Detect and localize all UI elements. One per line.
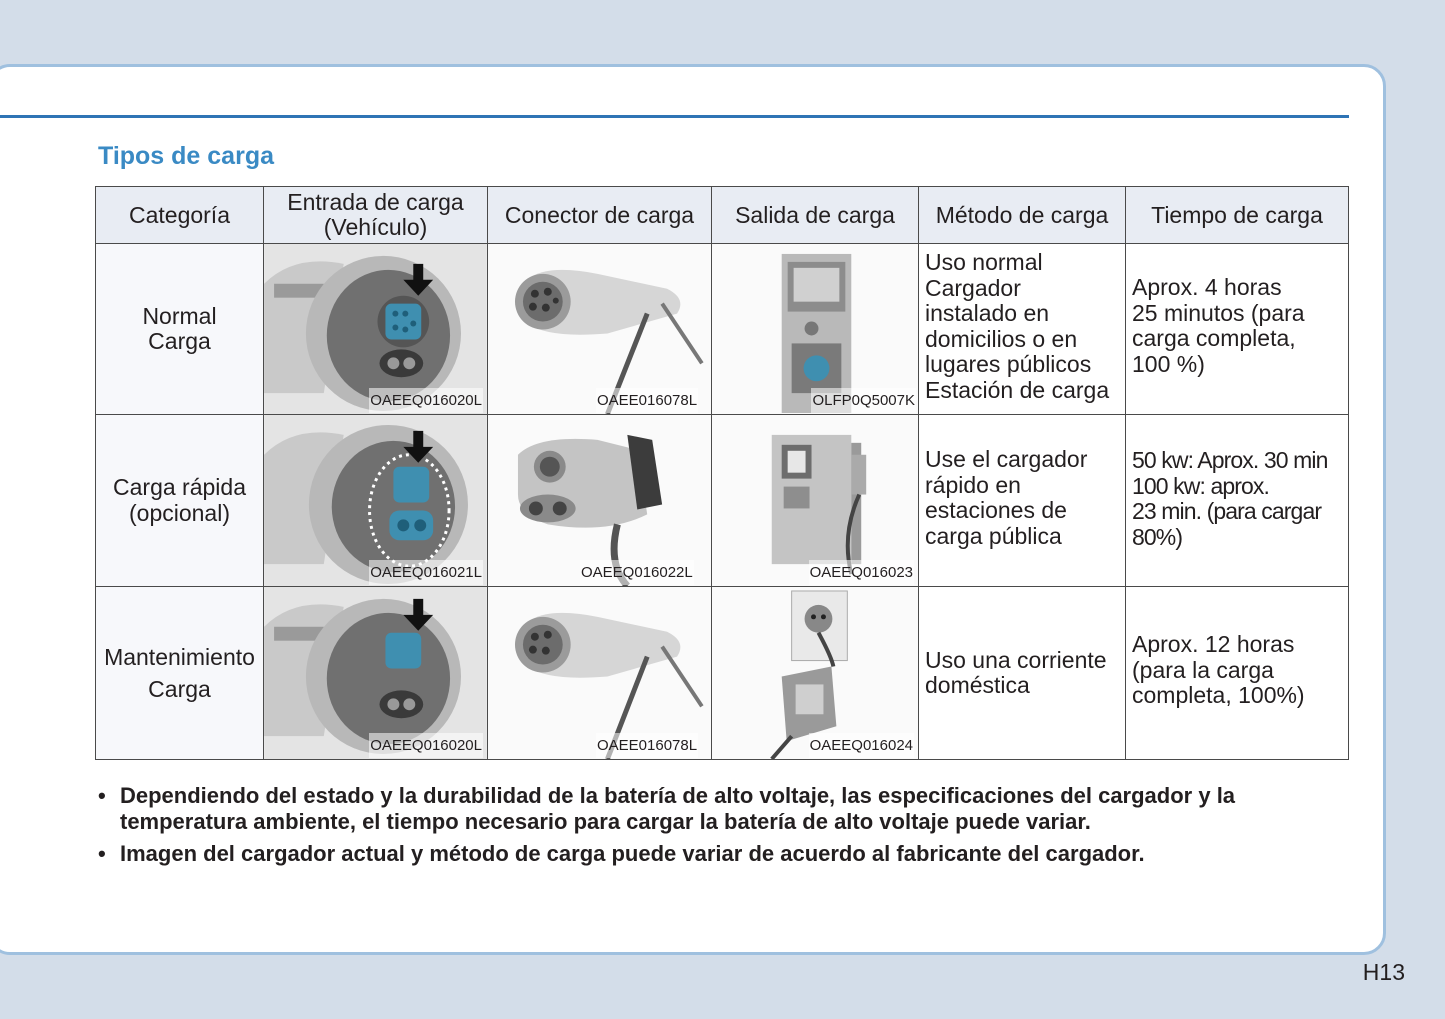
inlet-image xyxy=(264,244,488,415)
image-code: OAEEQ016022L xyxy=(580,560,694,586)
outlet-image xyxy=(712,587,919,760)
charging-types-table xyxy=(95,186,1349,760)
header-time: Tiempo de carga xyxy=(1126,187,1349,244)
header-category: Categoría xyxy=(96,187,264,244)
time-cell: 50 kw: Aprox. 30 min 100 kw: aprox. 23 min. (para cargar 80%) xyxy=(1126,415,1349,587)
section-title: Tipos de carga xyxy=(98,142,274,170)
outlet-image xyxy=(712,415,919,587)
header-rule xyxy=(0,115,1349,118)
table-row xyxy=(96,415,1349,587)
page-number: H13 xyxy=(1362,959,1405,985)
table-header-row xyxy=(96,187,1349,244)
header-inlet: Entrada de carga (Vehículo) xyxy=(264,187,488,244)
category-cell: Mantenimiento Carga xyxy=(96,587,264,760)
header-method: Método de carga xyxy=(919,187,1126,244)
connector-image xyxy=(488,244,712,415)
table-row xyxy=(96,587,1349,760)
note-item: • Dependiendo del estado y la durabilidad de la batería de alto voltaje, las especificaciones del cargador y la temperatura ambiente, el tiempo necesario para cargar la batería de alto voltaje puede variar. xyxy=(98,783,1358,834)
method-cell: Uso una corriente doméstica xyxy=(919,587,1126,760)
method-cell: Use el cargador rápido en estaciones de carga pública xyxy=(919,415,1126,587)
table-row xyxy=(96,244,1349,415)
header-outlet: Salida de carga xyxy=(712,187,919,244)
image-code: OAEE016078L xyxy=(596,733,698,759)
image-code: OAEEQ016024 xyxy=(809,733,914,759)
method-cell: Uso normal Cargador instalado en domicilios o en lugares públicos Estación de carga xyxy=(919,244,1126,415)
image-code: OAEEQ016023 xyxy=(809,560,914,586)
header-connector: Conector de carga xyxy=(488,187,712,244)
image-code: OAEEQ016020L xyxy=(369,388,483,414)
connector-image xyxy=(488,587,712,760)
image-code: OAEEQ016020L xyxy=(369,733,483,759)
note-item: • Imagen del cargador actual y método de carga puede variar de acuerdo al fabricante del cargador. xyxy=(98,841,1358,867)
image-code: OAEE016078L xyxy=(596,388,698,414)
image-code: OAEEQ016021L xyxy=(369,560,483,586)
connector-image xyxy=(488,415,712,587)
time-cell: Aprox. 12 horas (para la carga completa, 100%) xyxy=(1126,587,1349,760)
time-cell: Aprox. 4 horas 25 minutos (para carga completa, 100 %) xyxy=(1126,244,1349,415)
category-cell: Normal Carga xyxy=(96,244,264,415)
outlet-image xyxy=(712,244,919,415)
notes-list xyxy=(98,783,1358,874)
inlet-image xyxy=(264,415,488,587)
category-cell: Carga rápida (opcional) xyxy=(96,415,264,587)
image-code: OLFP0Q5007K xyxy=(811,388,916,414)
inlet-image xyxy=(264,587,488,760)
